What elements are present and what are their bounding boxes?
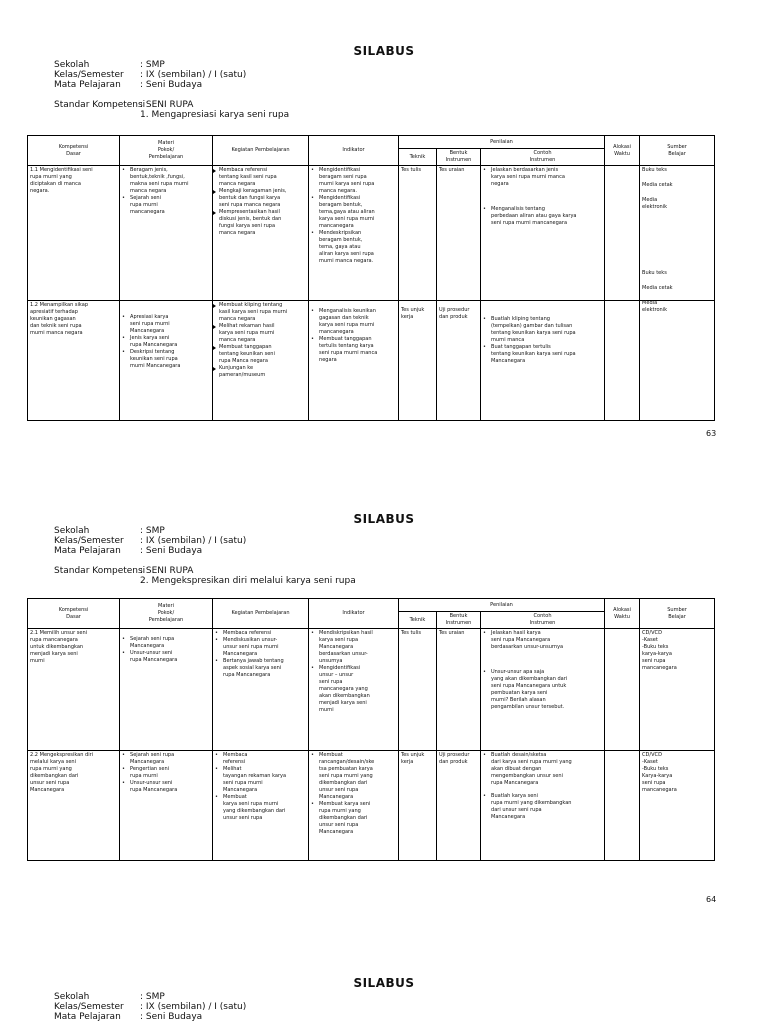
kd-cell: 1.2 Menampilkan sikap apresiatif terhadap keunikan gagasan dan teknik seni rupa murni manca negara [28, 301, 120, 421]
kd-cell: 1.1 Mengidentifikasi seni rupa murni yang diciptakan di manca negara. [28, 166, 120, 301]
class-label: Kelas/Semester [54, 536, 124, 546]
teknik-cell: Tes unjuk kerja [399, 301, 437, 421]
list-item: • Jelaskan hasil karya seni rupa Mancanegara berdasarkan unsur-unsurnya [483, 630, 602, 651]
th-sumber: Sumber Belajar [640, 599, 715, 629]
list-item: • Unsur-unsur seni rupa Mancanegara [122, 780, 210, 794]
school-label: Sekolah [54, 992, 90, 1002]
th-teknik: Teknik [399, 149, 437, 166]
alokasi-cell [605, 166, 640, 301]
th-alokasi: Alokasi Waktu [605, 136, 640, 166]
list-item: • Melihat tayangan rekaman karya seni rupa murni Mancanegara [215, 766, 306, 794]
syllabus-page-1 [0, 0, 768, 470]
page-number: 63 [706, 429, 717, 438]
materi-cell [120, 751, 213, 861]
subject-value: : Seni Budaya [140, 1012, 203, 1022]
subject-value: : Seni Budaya [140, 80, 203, 90]
th-alokasi: Alokasi Waktu [605, 599, 640, 629]
bentuk-cell: Tes uraian [437, 629, 481, 751]
th-penilaian: Penilaian [399, 136, 605, 149]
list-item: Kunjungan ke pameran/museum [215, 365, 306, 379]
list-item: • Buatlah desain/sketsa dari karya seni rupa murni yang akan dibuat dengan mengembangkan unsur seni rupa Mancanegara [483, 752, 602, 787]
list-item: • Sejarah seni rupa Mancanegara [122, 636, 210, 650]
sk-label: Standar Kompetensi [54, 566, 146, 576]
th-teknik: Teknik [399, 612, 437, 629]
contoh-cell [481, 751, 605, 861]
th-bentuk: Bentuk Instrumen [437, 612, 481, 629]
th-kd: Kompetensi Dasar [28, 136, 120, 166]
teknik-cell: Tes unjuk kerja [399, 751, 437, 861]
th-indikator: Indikator [309, 599, 399, 629]
contoh-cell [481, 166, 605, 301]
list-item: • Pengertian seni rupa murni [122, 766, 210, 780]
school-label: Sekolah [54, 60, 90, 70]
kegiatan-cell [213, 166, 309, 301]
alokasi-cell [605, 751, 640, 861]
list-item: • Mendiskripsikan hasil karya seni rupa Mancanegara berdasarkan unsur- unsurnya [311, 630, 396, 665]
list-item: • Sejarah seni rupa Mancanegara [122, 752, 210, 766]
table-row [28, 751, 715, 861]
class-value: : IX (sembilan) / I (satu) [140, 1002, 247, 1012]
alokasi-cell [605, 629, 640, 751]
list-item: • Bertanya jawab tentang aspek sosial karya seni rupa Mancanegara [215, 658, 306, 679]
list-item: • Mendiskusikan unsur- unsur seni rupa murni Mancanegara [215, 637, 306, 658]
syllabus-page-3 [0, 970, 768, 1024]
materi-cell [120, 166, 213, 301]
list-item: • Unsur-unsur apa saja yang akan dikembangkan dari seni rupa Mancanegara untuk pembuatan karya seni murni? Berilah alasan pengambilan unsur tersebut. [483, 669, 602, 711]
list-item: Mengkaji keragaman jenis, bentuk dan fungsi karya seni rupa manca negara [215, 188, 306, 209]
identity-block [54, 992, 246, 1022]
th-kd: Kompetensi Dasar [28, 599, 120, 629]
list-item: • Apresiasi karya seni rupa murni Mancanegara [122, 314, 210, 335]
list-item: • Membaca referensi [215, 752, 306, 766]
indikator-cell [309, 301, 399, 421]
school-value: : SMP [140, 60, 165, 70]
kegiatan-cell [213, 751, 309, 861]
list-item: • Mengidentifikasi beragam seni rupa murni karya seni rupa manca negara. [311, 167, 396, 195]
identity-block [54, 526, 246, 556]
th-materi: Materi Pokok/ Pembelajaran [120, 599, 213, 629]
teknik-cell: Tes tulis [399, 166, 437, 301]
subject-value: : Seni Budaya [140, 546, 203, 556]
sk-item: 1. Mengapresiasi karya seni rupa [140, 110, 290, 120]
list-item: • Mengidentifikasi unsur – unsur seni rupa mancanegara yang akan dikembangkan menjadi karya seni murni [311, 665, 396, 714]
list-item: • Mengidentifikasi beragam bentuk, tema,gaya atau aliran karya seni rupa murni mancanegara [311, 195, 396, 230]
school-value: : SMP [140, 526, 165, 536]
teknik-cell: Tes tulis [399, 629, 437, 751]
list-item: • Jenis karya seni rupa Mancanegara [122, 335, 210, 349]
th-indikator: Indikator [309, 136, 399, 166]
class-value: : IX (sembilan) / I (satu) [140, 536, 247, 546]
sumber-cell: Buku teks Media cetak Media elektronik [640, 166, 715, 301]
th-kegiatan: Kegiatan Pembelajaran [213, 136, 309, 166]
sk-label: Standar Kompetensi [54, 100, 146, 110]
list-item: Membuat tanggapan tentang keunikan seni rupa Manca negara [215, 344, 306, 365]
list-item: • Sejarah seni rupa murni mancanegara [122, 195, 210, 216]
kd-cell: 2.1 Memilih unsur seni rupa mancanegara untuk dikembangkan menjadi karya seni murni [28, 629, 120, 751]
list-item: • Deskripsi tentang keunikan seni rupa murni Mancanegara [122, 349, 210, 370]
contoh-cell [481, 301, 605, 421]
sk-value: : SENI RUPA [140, 566, 194, 576]
indikator-cell [309, 751, 399, 861]
th-bentuk: Bentuk Instrumen [437, 149, 481, 166]
indikator-cell [309, 166, 399, 301]
list-item: • Jelaskan berdasarkan jenis karya seni rupa murni manca negara [483, 167, 602, 188]
th-kegiatan: Kegiatan Pembelajaran [213, 599, 309, 629]
bentuk-cell: Tes uraian [437, 166, 481, 301]
th-materi: Materi Pokok/ Pembelajaran [120, 136, 213, 166]
list-item: • Menganalisis keunikan gagasan dan teknik karya seni rupa murni mancanegara [311, 308, 396, 336]
bentuk-cell: Uji prosedur dan produk [437, 301, 481, 421]
materi-cell [120, 629, 213, 751]
page-title: SILABUS [353, 512, 415, 526]
kd-cell: 2.2 Mengekspresikan diri melalui karya seni rupa murni yang dikembangkan dari unsur seni rupa Mancanegara [28, 751, 120, 861]
table-row [28, 166, 715, 301]
class-label: Kelas/Semester [54, 1002, 124, 1012]
kegiatan-cell [213, 629, 309, 751]
bentuk-cell: Uji prosedur dan produk [437, 751, 481, 861]
indikator-cell [309, 629, 399, 751]
page-number: 64 [706, 895, 717, 904]
list-item: Melihat rekaman hasil karya seni rupa murni manca negara [215, 323, 306, 344]
page-title: SILABUS [353, 976, 415, 990]
th-sumber: Sumber Belajar [640, 136, 715, 166]
sumber-cell: CD/VCD -Kaset -Buku teks karya-karya seni rupa mancanegara [640, 629, 715, 751]
th-contoh: Contoh Instrumen [481, 149, 605, 166]
competency-standard [54, 100, 289, 120]
school-value: : SMP [140, 992, 165, 1002]
identity-block [54, 60, 246, 90]
table-row [28, 301, 715, 421]
list-item: • Mendeskripsikan beragam bentuk, tema, gaya atau aliran karya seni rupa murni manca negara. [311, 230, 396, 265]
list-item: • Membuat tanggapan tertulis tentang karya seni rupa murni manca negara [311, 336, 396, 364]
syllabus-table [27, 135, 715, 421]
list-item: • Membuat karya seni rupa murni yang dikembangkan dari unsur seni rupa [215, 794, 306, 822]
school-label: Sekolah [54, 526, 90, 536]
list-item: Membuat kliping tentang kasil karya seni rupa murni manca negara [215, 302, 306, 323]
list-item: • Membaca referensi [215, 630, 306, 637]
subject-label: Mata Pelajaran [54, 80, 121, 90]
th-penilaian: Penilaian [399, 599, 605, 612]
list-item: • Membuat rancangan/desain/ske tsa pembuatan karya seni rupa murni yang dikembangkan dari unsur seni rupa Mancanegara [311, 752, 396, 801]
list-item: Membaca referensi tentang kasil seni rupa manca negara [215, 167, 306, 188]
subject-label: Mata Pelajaran [54, 546, 121, 556]
list-item: • Buatlah kliping tentang (tempelkan) gambar dan tulisan tentang keunikan karya seni rupa murni manca [483, 316, 602, 344]
list-item: • Menganalisis tentang perbedaan aliran atau gaya karya seni rupa murni mancanegara [483, 206, 602, 227]
sk-item: 2. Mengekspresikan diri melalui karya seni rupa [140, 576, 356, 586]
list-item: • Beragam jenis, bentuk,teknik ,fungsi, makna seni rupa murni manca negara [122, 167, 210, 195]
sumber-cell: Buku teks Media cetak Media elektronik [640, 301, 715, 421]
table-row [28, 629, 715, 751]
materi-cell [120, 301, 213, 421]
kegiatan-cell [213, 301, 309, 421]
contoh-cell [481, 629, 605, 751]
list-item: Mempresentasikan hasil diskusi jenis, bentuk dan fungsi karya seni rupa manca negara [215, 209, 306, 237]
syllabus-page-2 [0, 470, 768, 970]
list-item: • Buatlah karya seni rupa murni yang dikembangkan dari unsur seni rupa Mancanegara [483, 793, 602, 821]
th-contoh: Contoh Instrumen [481, 612, 605, 629]
alokasi-cell [605, 301, 640, 421]
sk-value: : SENI RUPA [140, 100, 194, 110]
list-item: • Membuat karya seni rupa murni yang dikembangkan dari unsur seni rupa Mancanegara [311, 801, 396, 836]
syllabus-table [27, 598, 715, 861]
sumber-cell: CD/VCD -Kaset -Buku teks Karya-karya seni rupa mancanegara [640, 751, 715, 861]
class-value: : IX (sembilan) / I (satu) [140, 70, 247, 80]
subject-label: Mata Pelajaran [54, 1012, 121, 1022]
competency-standard [54, 566, 356, 586]
list-item: • Buat tanggapan tertulis tentang keunikan karya seni rupa Mancanegara [483, 344, 602, 365]
page-title: SILABUS [353, 44, 415, 58]
list-item: • Unsur-unsur seni rupa Mancanegara [122, 650, 210, 664]
class-label: Kelas/Semester [54, 70, 124, 80]
